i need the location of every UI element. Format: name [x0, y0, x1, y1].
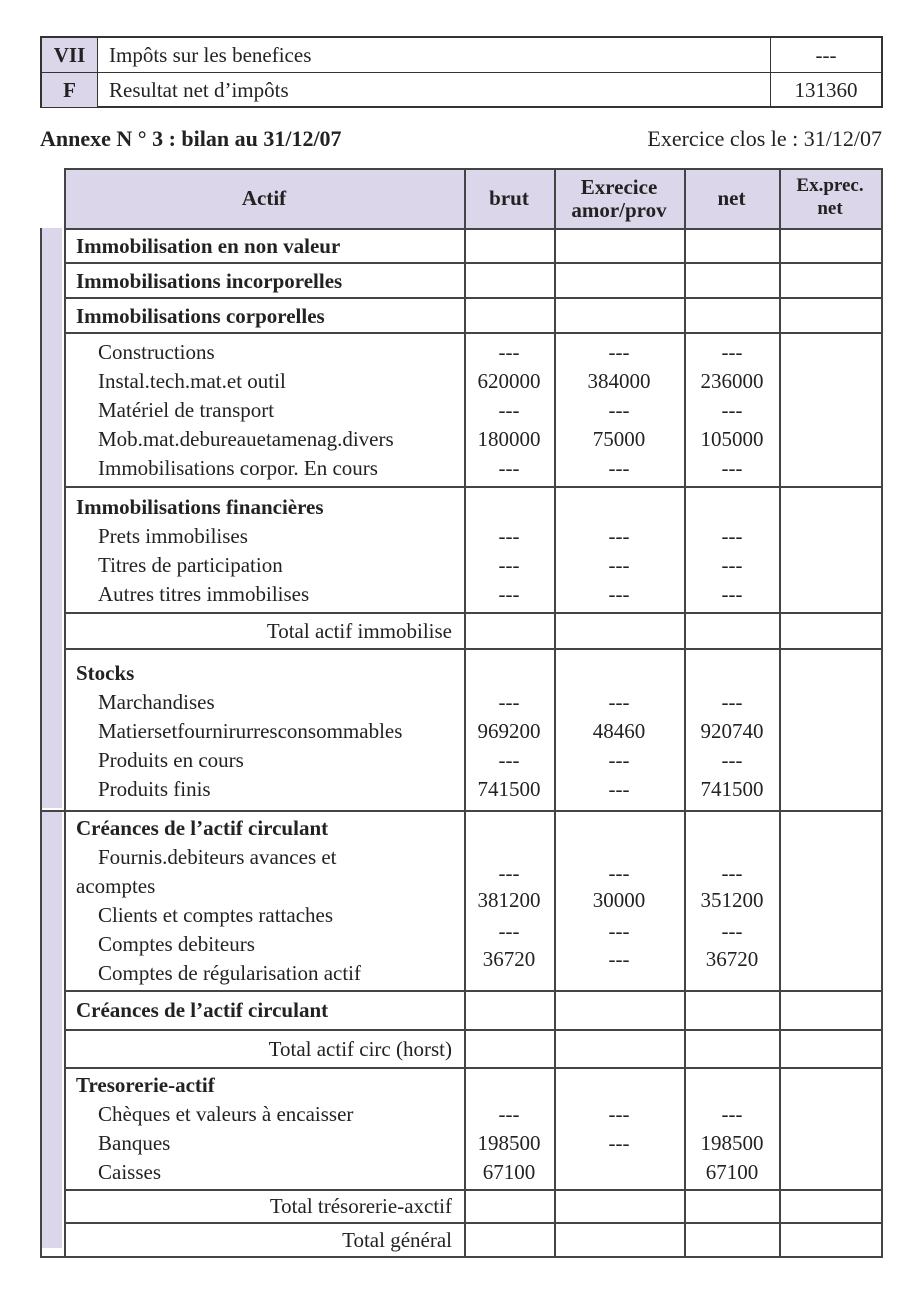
list-item: acomptes — [76, 874, 156, 898]
grid-line — [64, 486, 882, 488]
grid-line — [64, 612, 882, 614]
cell-brut: 180000 — [477, 427, 541, 451]
header-brut: brut — [489, 186, 529, 210]
cell-amor: --- — [608, 748, 630, 772]
cell-net: --- — [721, 748, 743, 772]
row-label: Impôts sur les benefices — [109, 43, 312, 67]
grid-line — [64, 1029, 882, 1031]
left-band — [40, 812, 62, 1248]
list-item: Caisses — [98, 1160, 161, 1184]
list-item: Constructions — [98, 340, 215, 364]
cell-amor: --- — [608, 398, 630, 422]
grid-line — [64, 297, 882, 299]
cell-brut: 67100 — [482, 1160, 536, 1184]
cell-net: --- — [721, 456, 743, 480]
cell-brut: --- — [498, 456, 520, 480]
cell-amor: --- — [608, 524, 630, 548]
cell-net: 67100 — [705, 1160, 759, 1184]
cell-net: --- — [721, 690, 743, 714]
grid-line — [64, 262, 882, 264]
cell-amor: 48460 — [592, 719, 646, 743]
list-item: Produits finis — [98, 777, 211, 801]
cell-net: 198500 — [700, 1131, 764, 1155]
section-incorporelles: Immobilisations incorporelles — [76, 269, 343, 293]
cell-brut: --- — [498, 398, 520, 422]
list-item: Chèques et valeurs à encaisser — [98, 1102, 354, 1126]
table-row — [42, 38, 881, 73]
cell-brut: --- — [498, 1102, 520, 1126]
cell-brut: 381200 — [477, 888, 541, 912]
cell-brut: --- — [498, 690, 520, 714]
cell-brut: 741500 — [477, 777, 541, 801]
header-net: net — [717, 186, 746, 210]
list-item: Produits en cours — [98, 748, 244, 772]
list-item: Marchandises — [98, 690, 215, 714]
grid-line — [64, 332, 882, 334]
total-general: Total général — [342, 1228, 452, 1252]
left-band — [40, 228, 62, 808]
cell-amor: --- — [608, 582, 630, 606]
header-prec-line1: Ex.prec. — [796, 175, 864, 196]
tax-result-table — [40, 36, 883, 108]
cell-brut: 620000 — [477, 369, 541, 393]
section-stocks: Stocks — [76, 661, 135, 685]
exercice-clos-date: Exercice clos le : 31/12/07 — [647, 126, 882, 151]
cell-brut: 36720 — [482, 947, 536, 971]
cell-net: 36720 — [705, 947, 759, 971]
cell-amor: --- — [608, 340, 630, 364]
section-non-valeur: Immobilisation en non valeur — [76, 234, 341, 258]
grid-line — [40, 1256, 882, 1258]
cell-amor: 384000 — [587, 369, 651, 393]
grid-line — [40, 228, 42, 1258]
table-row — [42, 73, 881, 107]
cell-brut: --- — [498, 582, 520, 606]
section-corporelles: Immobilisations corporelles — [76, 304, 325, 328]
cell-amor: --- — [608, 690, 630, 714]
list-item: Matériel de transport — [98, 398, 275, 422]
grid-line — [64, 990, 882, 992]
list-item: Matiersetfournirurresconsommables — [98, 719, 403, 743]
list-item: Instal.tech.mat.et outil — [98, 369, 286, 393]
cell-amor: 75000 — [592, 427, 646, 451]
cell-amor: --- — [608, 777, 630, 801]
balance-sheet-table — [40, 168, 883, 1258]
annexe-title: Annexe N ° 3 : bilan au 31/12/07 — [40, 126, 342, 151]
cell-net: 351200 — [700, 888, 764, 912]
cell-net: 741500 — [700, 777, 764, 801]
cell-amor: --- — [608, 456, 630, 480]
cell-amor: --- — [608, 919, 630, 943]
cell-net: --- — [721, 919, 743, 943]
cell-net: --- — [721, 340, 743, 364]
cell-amor: --- — [608, 1102, 630, 1126]
cell-amor: 30000 — [592, 888, 646, 912]
row-code: F — [42, 73, 98, 107]
header-actif: Actif — [241, 186, 287, 210]
list-item: Clients et comptes rattaches — [98, 903, 334, 927]
list-item: Immobilisations corpor. En cours — [98, 456, 378, 480]
header-amor-line2: amor/prov — [571, 198, 667, 222]
total-actif-circ: Total actif circ (horst) — [268, 1037, 452, 1061]
cell-brut: --- — [498, 553, 520, 577]
cell-amor: --- — [608, 947, 630, 971]
list-item: Fournis.debiteurs avances et — [98, 845, 337, 869]
cell-brut: --- — [498, 748, 520, 772]
grid-line — [64, 1189, 882, 1191]
cell-net: 236000 — [700, 369, 764, 393]
cell-net: 105000 — [700, 427, 764, 451]
cell-net: --- — [721, 582, 743, 606]
row-code: VII — [42, 38, 98, 72]
section-creances-2: Créances de l’actif circulant — [76, 998, 329, 1022]
cell-net: --- — [721, 524, 743, 548]
cell-net: --- — [721, 398, 743, 422]
grid-line — [64, 168, 882, 170]
section-tresorerie: Tresorerie-actif — [76, 1073, 215, 1097]
list-item: Comptes debiteurs — [98, 932, 255, 956]
section-financieres: Immobilisations financières — [76, 495, 324, 519]
cell-amor: --- — [608, 861, 630, 885]
cell-brut: 969200 — [477, 719, 541, 743]
cell-brut: --- — [498, 861, 520, 885]
grid-line — [64, 1222, 882, 1224]
cell-brut: --- — [498, 919, 520, 943]
row-value: --- — [770, 38, 881, 72]
grid-line — [64, 648, 882, 650]
row-label: Resultat net d’impôts — [109, 78, 289, 102]
row-value: 131360 — [770, 73, 881, 107]
grid-line — [64, 1067, 882, 1069]
grid-line — [64, 228, 882, 230]
cell-brut: 198500 — [477, 1131, 541, 1155]
grid-line — [40, 810, 882, 812]
cell-net: --- — [721, 553, 743, 577]
cell-amor: --- — [608, 553, 630, 577]
total-actif-immobilise: Total actif immobilise — [266, 619, 452, 643]
cell-brut: --- — [498, 340, 520, 364]
list-item: Banques — [98, 1131, 171, 1155]
total-tresorerie: Total trésorerie-axctif — [269, 1194, 452, 1218]
header-amor-line1: Exrecice — [580, 175, 658, 199]
list-item: Titres de participation — [98, 553, 283, 577]
list-item: Prets immobilises — [98, 524, 248, 548]
list-item: Mob.mat.debureauetamenag.divers — [98, 427, 394, 451]
list-item: Autres titres immobilises — [98, 582, 310, 606]
cell-amor: --- — [608, 1131, 630, 1155]
cell-brut: --- — [498, 524, 520, 548]
cell-net: 920740 — [700, 719, 764, 743]
header-prec-line2: net — [817, 198, 843, 219]
section-creances: Créances de l’actif circulant — [76, 816, 329, 840]
list-item: Comptes de régularisation actif — [98, 961, 362, 985]
cell-net: --- — [721, 1102, 743, 1126]
cell-net: --- — [721, 861, 743, 885]
